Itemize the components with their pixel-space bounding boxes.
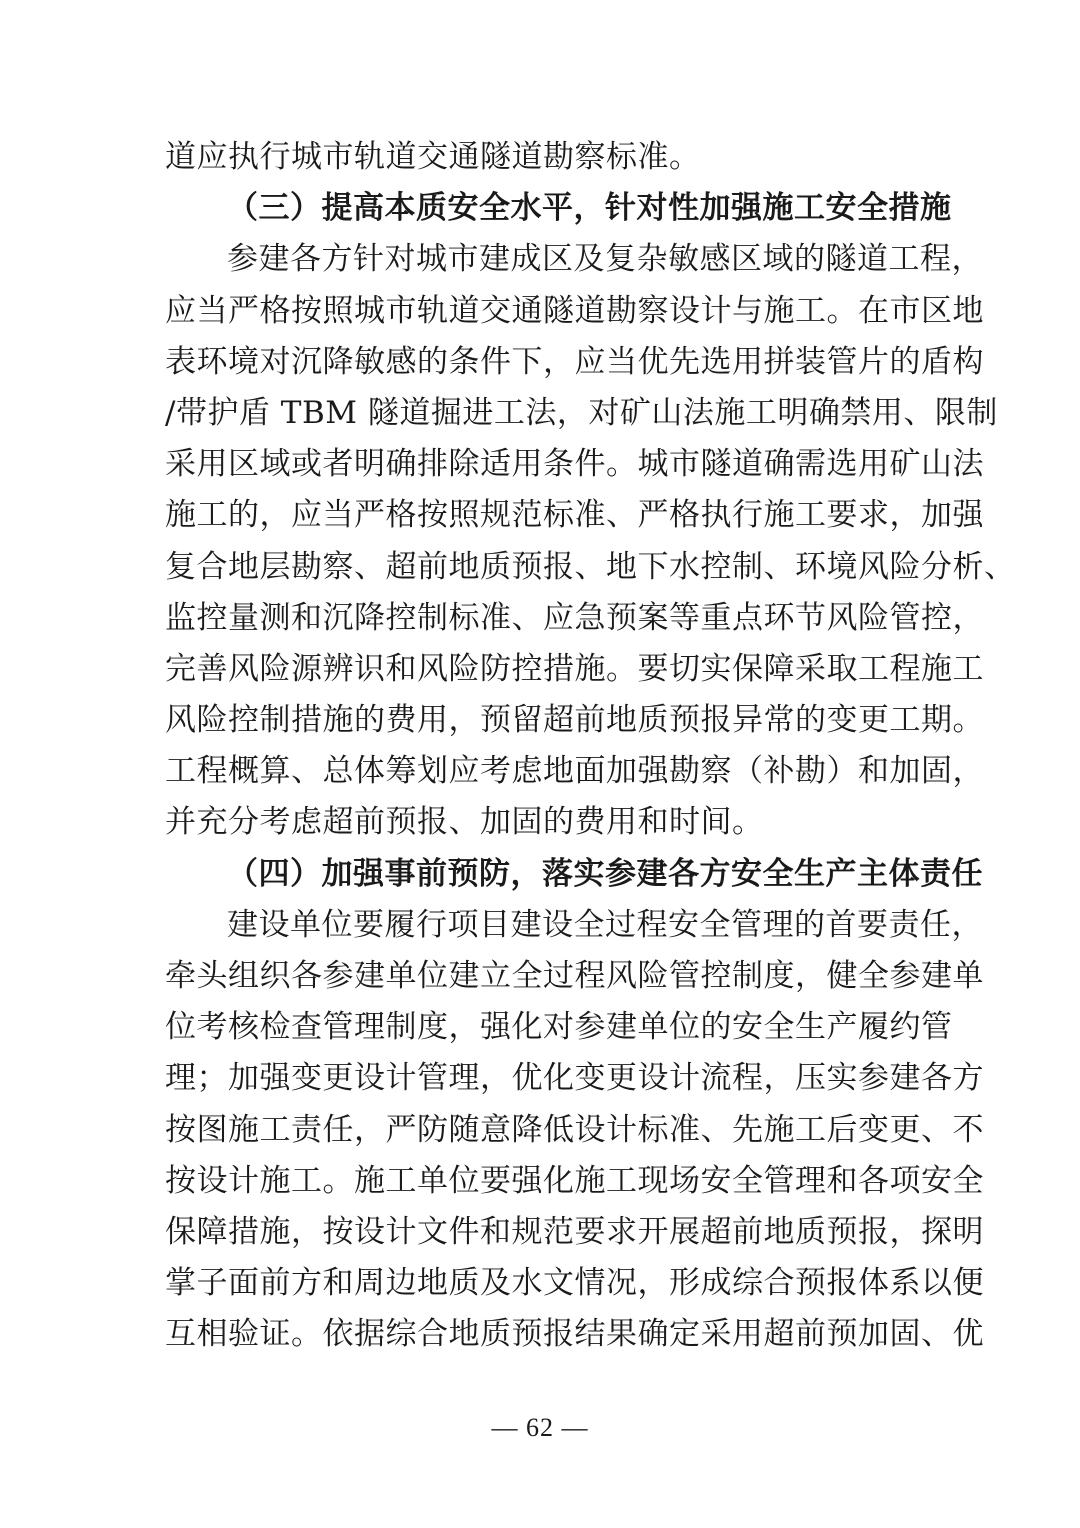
text-line: 参建各方针对城市建成区及复杂敏感区域的隧道工程， (227, 241, 983, 278)
text-line: 风险控制措施的费用，预留超前地质预报异常的变更工期。 (165, 702, 984, 739)
body-text (165, 132, 1016, 1361)
text-line: 按设计施工。施工单位要强化施工现场安全管理和各项安全 (165, 1162, 984, 1199)
text-line: 复合地层勘察、超前地质预报、地下水控制、环境风险分析、 (165, 548, 1016, 585)
text-line: 位考核检查管理制度，强化对参建单位的安全生产履约管 (165, 1009, 953, 1046)
text-line: 应当严格按照城市轨道交通隧道勘察设计与施工。在市区地 (165, 292, 984, 329)
text-line: 按图施工责任，严防随意降低设计标准、先施工后变更、不 (165, 1111, 984, 1148)
text-line: 道应执行城市轨道交通隧道勘察标准。 (165, 139, 701, 175)
page-number: — 62 — (491, 1413, 589, 1442)
text-line: /带护盾 TBM 隧道掘进工法，对矿山法施工明确禁用、限制 (165, 394, 998, 431)
text-line: 采用区域或者明确排除适用条件。城市隧道确需选用矿山法 (165, 446, 984, 483)
text-line: 牵头组织各参建单位建立全过程风险管控制度，健全参建单 (165, 958, 984, 994)
text-line: 建设单位要履行项目建设全过程安全管理的首要责任， (227, 906, 983, 943)
text-line: 表环境对沉降敏感的条件下，应当优先选用拼装管片的盾构 (165, 343, 984, 380)
text-line: 互相验证。依据综合地质预报结果确定采用超前预加固、优 (165, 1316, 984, 1353)
section-heading: （四）加强事前预防，落实参建各方安全生产主体责任 (227, 855, 983, 892)
section-heading: （三）提高本质安全水平，针对性加强施工安全措施 (227, 190, 952, 227)
text-line: 理；加强变更设计管理，优化变更设计流程，压实参建各方 (165, 1060, 984, 1097)
text-line: 工程概算、总体筹划应考虑地面加强勘察（补勘）和加固， (165, 753, 984, 790)
text-line: 完善风险源辨识和风险防控措施。要切实保障采取工程施工 (165, 650, 984, 687)
text-line: 并充分考虑超前预报、加固的费用和时间。 (165, 804, 764, 841)
text-line: 监控量测和沉降控制标准、应急预案等重点环节风险管控， (165, 599, 984, 636)
text-line: 掌子面前方和周边地质及水文情况，形成综合预报体系以便 (165, 1265, 984, 1302)
text-line: 施工的，应当严格按照规范标准、严格执行施工要求，加强 (165, 497, 984, 534)
text-line: 保障措施，按设计文件和规范要求开展超前地质预报，探明 (165, 1213, 984, 1250)
